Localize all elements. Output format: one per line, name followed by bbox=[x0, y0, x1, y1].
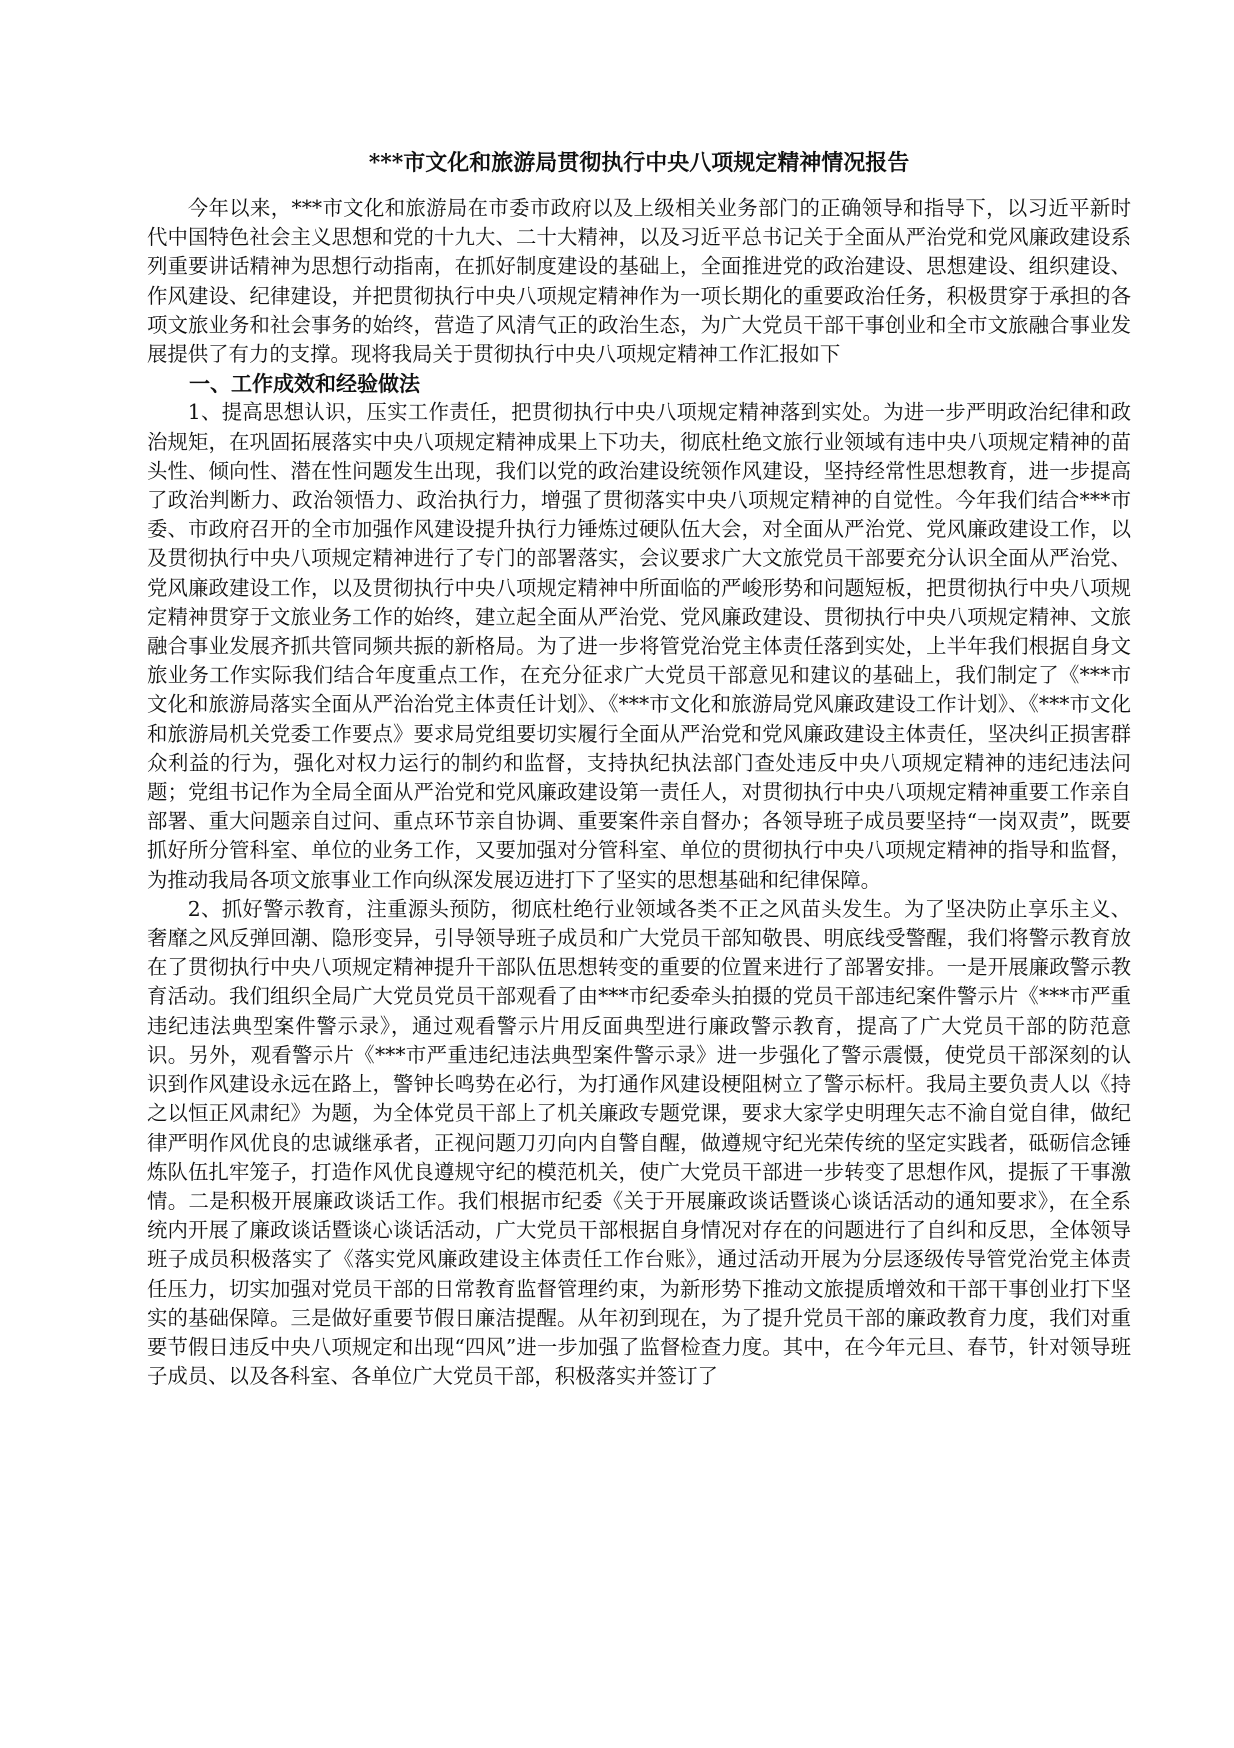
document-page bbox=[147, 148, 1131, 1391]
item-1-paragraph: 1、提高思想认识，压实工作责任，把贯彻执行中央八项规定精神落到实处。为进一步严明政治纪律和政治规矩，在巩固拓展落实中央八项规定精神成果上下功夫，彻底杜绝文旅行业领域有违中央八项规定精神的苗头性、倾向性、潜在性问题发生出现，我们以党的政治建设统领作风建设，坚持经常性思想教育，进一步提高了政治判断力、政治领悟力、政治执行力，增强了贯彻落实中央八项规定精神的自觉性。今年我们结合***市委、市政府召开的全市加强作风建设提升执行力锤炼过硬队伍大会，对全面从严治党、党风廉政建设工作，以及贯彻执行中央八项规定精神进行了专门的部署落实，会议要求广大文旅党员干部要充分认识全面从严治党、党风廉政建设工作，以及贯彻执行中央八项规定精神中所面临的严峻形势和问题短板，把贯彻执行中央八项规定精神贯穿于文旅业务工作的始终，建立起全面从严治党、党风廉政建设、贯彻执行中央八项规定精神、文旅融合事业发展齐抓共管同频共振的新格局。为了进一步将管党治党主体责任落到实处，上半年我们根据自身文旅业务工作实际我们结合年度重点工作，在充分征求广大党员干部意见和建议的基础上，我们制定了《***市文化和旅游局落实全面从严治治党主体责任计划》、《***市文化和旅游局党风廉政建设工作计划》、《***市文化和旅游局机关党委工作要点》要求局党组要切实履行全面从严治党和党风廉政建设主体责任，坚决纠正损害群众利益的行为，强化对权力运行的制约和监督，支持执纪执法部门查处违反中央八项规定精神的违纪违法问题；党组书记作为全局全面从严治党和党风廉政建设第一责任人，对贯彻执行中央八项规定精神重要工作亲自部署、重大问题亲自过问、重点环节亲自协调、重要案件亲自督办；各领导班子成员要坚持“一岗双责”，既要抓好所分管科室、单位的业务工作，又要加强对分管科室、单位的贯彻执行中央八项规定精神的指导和监督，为推动我局各项文旅事业工作向纵深发展迈进打下了坚实的思想基础和纪律保障。 bbox=[147, 400, 1131, 892]
item-2-paragraph: 2、抓好警示教育，注重源头预防，彻底杜绝行业领域各类不正之风苗头发生。为了坚决防止享乐主义、奢靡之风反弹回潮、隐形变异，引导领导班子成员和广大党员干部知敬畏、明底线受警醒，我们将警示教育放在了贯彻执行中央八项规定精神提升干部队伍思想转变的重要的位置来进行了部署安排。一是开展廉政警示教育活动。我们组织全局广大党员党员干部观看了由***市纪委牵头拍摄的党员干部违纪案件警示片《***市严重违纪违法典型案件警示录》，通过观看警示片用反面典型进行廉政警示教育，提高了广大党员干部的防范意识。另外，观看警示片《***市严重违纪违法典型案件警示录》进一步强化了警示震慑，使党员干部深刻的认识到作风建设永远在路上，警钟长鸣势在必行，为打通作风建设梗阻树立了警示标杆。我局主要负责人以《持之以恒正风肃纪》为题，为全体党员干部上了机关廉政专题党课，要求大家学史明理矢志不渝自觉自律，做纪律严明作风优良的忠诚继承者，正视问题刀刃向内自警自醒，做遵规守纪光荣传统的坚定实践者，砥砺信念锤炼队伍扎牢笼子，打造作风优良遵规守纪的模范机关，使广大党员干部进一步转变了思想作风，提振了干事激情。二是积极开展廉政谈话工作。我们根据市纪委《关于开展廉政谈话暨谈心谈话活动的通知要求》，在全系统内开展了廉政谈话暨谈心谈话活动，广大党员干部根据自身情况对存在的问题进行了自纠和反思，全体领导班子成员积极落实了《落实党风廉政建设主体责任工作台账》，通过活动开展为分层逐级传导管党治党主体责任压力，切实加强对党员干部的日常教育监督管理约束，为新形势下推动文旅提质增效和干部干事创业打下坚实的基础保障。三是做好重要节假日廉洁提醒。从年初到现在，为了提升党员干部的廉政教育力度，我们对重要节假日违反中央八项规定和出现“四风”进一步加强了监督检查力度。其中，在今年元旦、春节，针对领导班子成员、以及各科室、各单位广大党员干部，积极落实并签订了 bbox=[147, 896, 1131, 1389]
intro-paragraph: 今年以来，***市文化和旅游局在市委市政府以及上级相关业务部门的正确领导和指导下，以习近平新时代中国特色社会主义思想和党的十九大、二十大精神，以及习近平总书记关于全面从严治党和党风廉政建设系列重要讲话精神为思想行动指南，在抓好制度建设的基础上，全面推进党的政治建设、思想建设、组织建设、作风建设、纪律建设，并把贯彻执行中央八项规定精神作为一项长期化的重要政治任务，积极贯穿于承担的各项文旅业务和社会事务的始终，营造了风清气正的政治生态，为广大党员干部干事创业和全市文旅融合事业发展提供了有力的支撑。现将我局关于贯彻执行中央八项规定精神工作汇报如下 bbox=[147, 196, 1131, 367]
section-heading: 一、工作成效和经验做法 bbox=[189, 371, 420, 397]
document-title: ***市文化和旅游局贯彻执行中央八项规定精神情况报告 bbox=[368, 150, 910, 176]
